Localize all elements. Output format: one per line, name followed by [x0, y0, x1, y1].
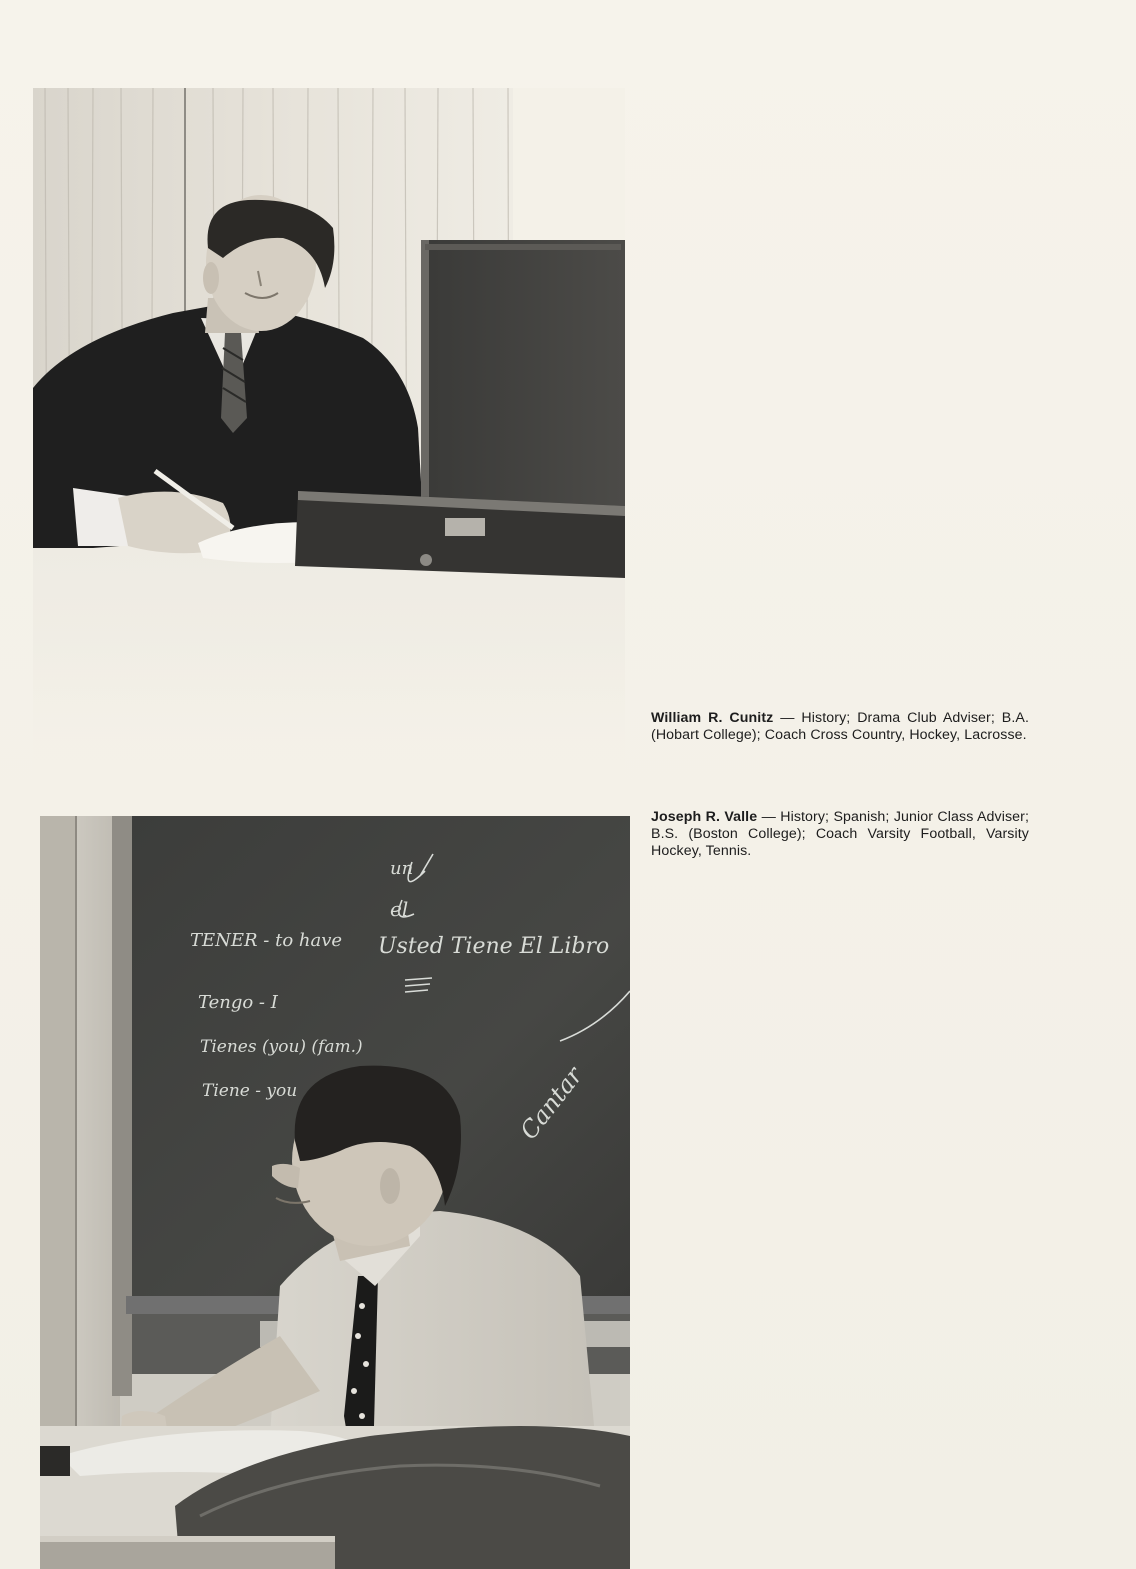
- photo-william-cunitz: [33, 88, 625, 800]
- chalk-line-5: Tiene - you: [202, 1081, 298, 1101]
- photo-cunitz-image: [33, 88, 625, 800]
- faculty-details: History; Spanish; Junior Class Adviser; B.S. (Boston College); Coach Varsity Football, Varsity Hockey, Tennis.: [651, 809, 1030, 859]
- photo-joseph-valle: [40, 816, 630, 1569]
- chalk-line-2: Usted Tiene El Libro: [378, 934, 610, 959]
- chalk-side-word: Cantar: [514, 1061, 589, 1145]
- chalk-line-3: Tengo - I: [198, 992, 278, 1013]
- chalk-line-1: TENER - to have: [190, 930, 343, 951]
- caption-dash: —: [773, 710, 802, 726]
- chalk-line-4: Tienes (you) (fam.): [200, 1037, 363, 1057]
- chalk-top-1: un: [390, 858, 414, 879]
- faculty-details: History; Drama Club Adviser; B.A. (Hobart College); Coach Cross Country, Hockey, Lacrosse.: [651, 710, 1029, 743]
- caption-william-cunitz: [651, 710, 1029, 744]
- faculty-name: Joseph R. Valle: [651, 809, 758, 825]
- photo-valle-image: [40, 816, 630, 1569]
- caption-dash: —: [757, 809, 781, 825]
- caption-joseph-valle: [651, 809, 1029, 860]
- faculty-name: William R. Cunitz: [651, 710, 774, 726]
- chalk-top-2: el: [390, 897, 409, 921]
